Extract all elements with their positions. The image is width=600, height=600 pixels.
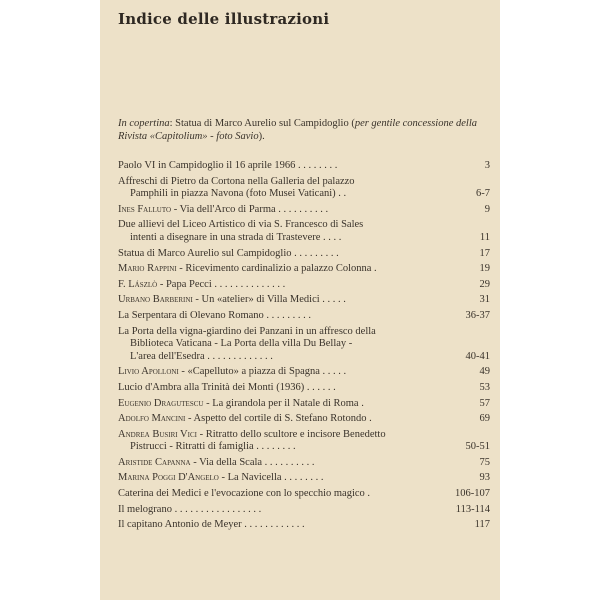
entry-line <box>118 204 448 217</box>
list-item <box>118 263 490 276</box>
cover-credit-2: foto Savio <box>216 131 259 142</box>
entry-text: - Ricevimento cardinalizio a palazzo Colonna . <box>176 263 377 275</box>
illustration-list <box>118 160 490 532</box>
page-number: 113-114 <box>455 503 490 515</box>
entry-line <box>118 219 448 232</box>
entry-line <box>118 398 448 411</box>
page-number: 117 <box>474 519 490 531</box>
page-number: 17 <box>479 247 490 259</box>
entry-title <box>118 263 490 276</box>
entry-text: Il capitano Antonio de Meyer . . . . . . . . . . . . <box>118 519 305 531</box>
list-item <box>118 457 490 470</box>
entry-text: Statua di Marco Aurelio sul Campidoglio . . . . . . . . . <box>118 247 339 259</box>
entry-text: Lucio d'Ambra alla Trinità dei Monti (1936) . . . . . . <box>118 381 336 393</box>
entry-line <box>118 457 448 470</box>
entry-line <box>118 441 448 454</box>
page-number: 3 <box>484 160 490 171</box>
entry-author: F. Lászlò <box>118 278 158 290</box>
entry-title <box>118 413 490 426</box>
entry-text: - Ritratto dello scultore e incisore Benedetto <box>196 428 386 440</box>
entry-author: Eugenio Dragutescu <box>118 397 204 409</box>
entry-text: intenti a disegnare in una strada di Trastevere . . . . <box>130 231 342 243</box>
entry-title <box>118 504 490 517</box>
page-number: 75 <box>479 456 490 468</box>
entry-line <box>118 519 448 532</box>
list-item <box>118 248 490 261</box>
entry-author: Aristide Capanna <box>118 456 191 468</box>
page-number: 93 <box>479 472 490 484</box>
entry-title <box>118 160 490 173</box>
entry-title <box>118 472 490 485</box>
entry-line <box>118 232 448 245</box>
entry-line <box>118 338 448 351</box>
list-item <box>118 160 490 173</box>
page-number: 53 <box>479 381 490 393</box>
entry-line <box>118 248 448 261</box>
entry-author: Urbano Barberini <box>118 294 193 306</box>
entry-author: Adolfo Mancini <box>118 413 186 425</box>
entry-line <box>118 263 448 276</box>
list-item <box>118 219 490 244</box>
entry-title <box>118 457 490 470</box>
entry-text: Affreschi di Pietro da Cortona nella Galleria del palazzo <box>118 175 355 187</box>
entry-title <box>118 279 490 292</box>
entry-text: - Via della Scala . . . . . . . . . . <box>190 456 315 468</box>
entry-text: Biblioteca Vaticana - La Porta della villa Du Bellay - <box>130 338 353 350</box>
cover-credit-1: per gentile concessione della Rivista «Capitolium» <box>118 118 477 142</box>
list-item <box>118 488 490 501</box>
entry-title <box>118 326 490 364</box>
entry-line <box>118 279 448 292</box>
list-item <box>118 310 490 323</box>
page-number: 106-107 <box>455 488 490 500</box>
entry-text: Pamphili in piazza Navona (foto Musei Vaticani) . . <box>130 188 347 200</box>
entry-line <box>118 160 448 173</box>
entry-title <box>118 366 490 379</box>
entry-title <box>118 310 490 323</box>
entry-line <box>118 472 448 485</box>
entry-line <box>118 488 448 501</box>
list-item <box>118 366 490 379</box>
entry-title <box>118 204 490 217</box>
entry-line <box>118 188 448 201</box>
page-number: 69 <box>479 413 490 425</box>
entry-author: Andrea Busiri Vici <box>118 428 197 440</box>
entry-line <box>118 504 448 517</box>
list-item <box>118 279 490 292</box>
list-item <box>118 326 490 364</box>
page-number: 40-41 <box>465 350 490 362</box>
entry-line <box>118 366 448 379</box>
entry-text: Pistrucci - Ritratti di famiglia . . . . . . . . <box>130 441 296 453</box>
entry-title <box>118 488 490 501</box>
entry-line <box>118 351 448 364</box>
page-number: 6-7 <box>476 188 490 200</box>
cover-label: In copertina <box>118 118 170 129</box>
page-title: Indice delle illustrazioni <box>118 10 330 28</box>
entry-text: - La Navicella . . . . . . . . <box>218 472 324 484</box>
list-item <box>118 382 490 395</box>
entry-text: - Aspetto del cortile di S. Stefano Rotondo . <box>185 413 372 425</box>
entry-text: La Serpentara di Olevano Romano . . . . . . . . . <box>118 309 312 321</box>
page-number: 9 <box>484 203 490 215</box>
page-number: 57 <box>479 397 490 409</box>
entry-author: Mario Rappini <box>118 263 177 275</box>
entry-text: Paolo VI in Campidoglio il 16 aprile 1966 . . . . . . . . <box>118 160 338 171</box>
entry-text: Due allievi del Liceo Artistico di via S. Francesco di Sales <box>118 219 364 231</box>
entry-title <box>118 219 490 244</box>
entry-title <box>118 429 490 454</box>
entry-line <box>118 382 448 395</box>
list-item <box>118 176 490 201</box>
entry-text: Caterina dei Medici e l'evocazione con lo specchio magico . <box>118 488 371 500</box>
entry-author: Marina Poggi D'Angelo <box>118 472 219 484</box>
entry-line <box>118 326 448 339</box>
entry-title <box>118 176 490 201</box>
entry-title <box>118 382 490 395</box>
list-item <box>118 429 490 454</box>
page-number: 36-37 <box>465 309 490 321</box>
entry-line <box>118 176 448 189</box>
page-number: 31 <box>479 294 490 306</box>
cover-credit-mid: - <box>207 131 217 142</box>
entry-line <box>118 429 448 442</box>
list-item <box>118 504 490 517</box>
entry-title <box>118 519 490 532</box>
entry-text: - Papa Pecci . . . . . . . . . . . . . . <box>157 278 286 290</box>
cover-note <box>118 117 480 143</box>
entry-text: Il melograno . . . . . . . . . . . . . . . . . <box>118 503 262 515</box>
entry-line <box>118 310 448 323</box>
page-number: 19 <box>479 263 490 275</box>
entry-text: - Un «atelier» di Villa Medici . . . . . <box>192 294 346 306</box>
page-number: 50-51 <box>465 441 490 453</box>
list-item <box>118 472 490 485</box>
list-item <box>118 519 490 532</box>
list-item <box>118 398 490 411</box>
entry-text: L'area dell'Esedra . . . . . . . . . . . . . <box>130 350 273 362</box>
list-item <box>118 413 490 426</box>
entry-author: Livio Apolloni <box>118 366 179 378</box>
entry-title <box>118 248 490 261</box>
entry-line <box>118 413 448 426</box>
entry-text: - La girandola per il Natale di Roma . <box>203 397 364 409</box>
list-item <box>118 204 490 217</box>
cover-text: : Statua di Marco Aurelio sul Campidoglio ( <box>169 118 355 129</box>
entry-title <box>118 398 490 411</box>
list-item <box>118 294 490 307</box>
entry-text: La Porta della vigna-giardino dei Panzani in un affresco della <box>118 325 376 337</box>
entry-text: - «Capelluto» a piazza di Spagna . . . . . <box>178 366 347 378</box>
entry-author: Ines Falluto <box>118 203 172 215</box>
page-number: 11 <box>479 231 490 243</box>
entry-title <box>118 294 490 307</box>
entry-line <box>118 294 448 307</box>
page-number: 49 <box>479 366 490 378</box>
page-number: 29 <box>479 278 490 290</box>
entry-text: - Via dell'Arco di Parma . . . . . . . . . . <box>171 203 329 215</box>
cover-credit-end: ). <box>258 131 265 142</box>
book-page <box>100 0 500 600</box>
